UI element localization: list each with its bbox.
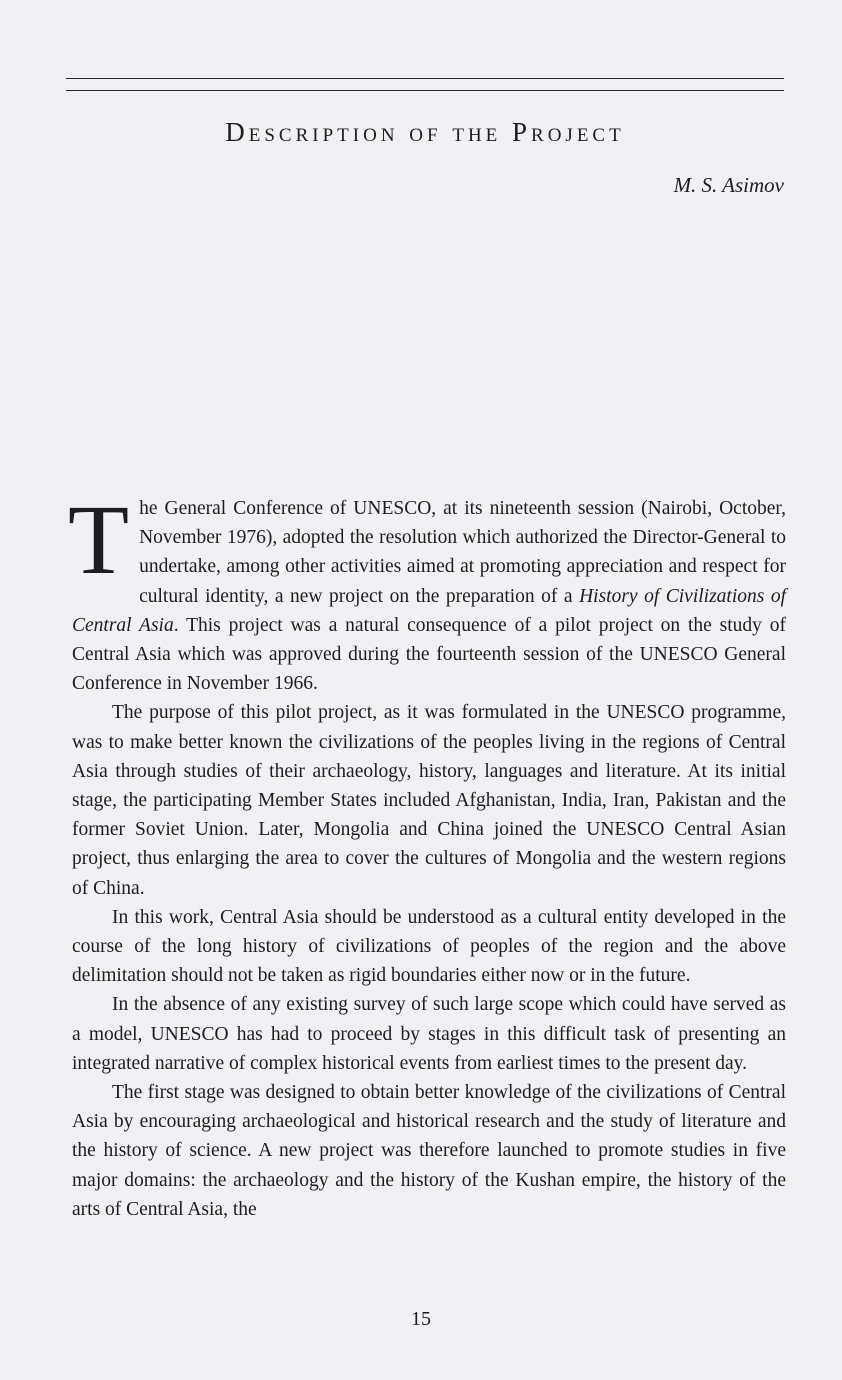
paragraph-1-text-start: he General Conference of UNESCO, at its nineteenth session (Nairobi, October, November 1976), adopted the resolution which authorized the Director-General to undertake, among other activities aimed at promoting appreciation and respect for cultural identity, a new project on the preparation of a	[139, 498, 786, 607]
book-title-italic: History of Civilizations of Central Asia	[72, 585, 786, 636]
drop-cap: T	[68, 484, 130, 595]
paragraph-2: The purpose of this pilot project, as it was formulated in the UNESCO programme, was to make better known the civilizations of the peoples living in the regions of Central Asia through studies of their archaeology, history, languages and literature. At its initial stage, the participating Member States included Afghanistan, India, Iran, Pakistan and the former Soviet Union. Later, Mongolia and China joined the UNESCO Central Asian project, thus enlarging the area to cover the cultures of Mongolia and the western regions of China.	[72, 702, 786, 899]
author-name: M. S. Asimov	[673, 173, 784, 197]
paragraph-5: The first stage was designed to obtain better knowledge of the civilizations of Central Asia by encouraging archaeological and historical research and the study of literature and the history of science. A new project was therefore launched to promote studies in five major domains: the archaeology and the history of the Kushan empire, the history of the arts of Central Asia, the	[72, 1082, 786, 1220]
paragraph-1	[68, 484, 786, 698]
header-rule-top	[66, 78, 784, 79]
chapter-title: Description of the Project	[225, 117, 625, 147]
paragraph-4: In the absence of any existing survey of such large scope which could have served as a model, UNESCO has had to proceed by stages in this difficult task of presenting an integrated narrative of complex historical events from earliest times to the present day.	[72, 994, 786, 1074]
page-number: 15	[411, 1308, 431, 1330]
body-text	[68, 484, 786, 1224]
paragraph-3: In this work, Central Asia should be understood as a cultural entity developed in the course of the long history of civilizations of peoples of the region and the above delimitation should not be taken as rigid boundaries either now or in the future.	[72, 906, 786, 987]
paragraph-1-text-end: . This project was a natural consequence of a pilot project on the study of Central Asia which was approved during the fourteenth session of the UNESCO General Conference in November 1966.	[72, 614, 786, 695]
header-rule-bottom	[66, 90, 784, 91]
